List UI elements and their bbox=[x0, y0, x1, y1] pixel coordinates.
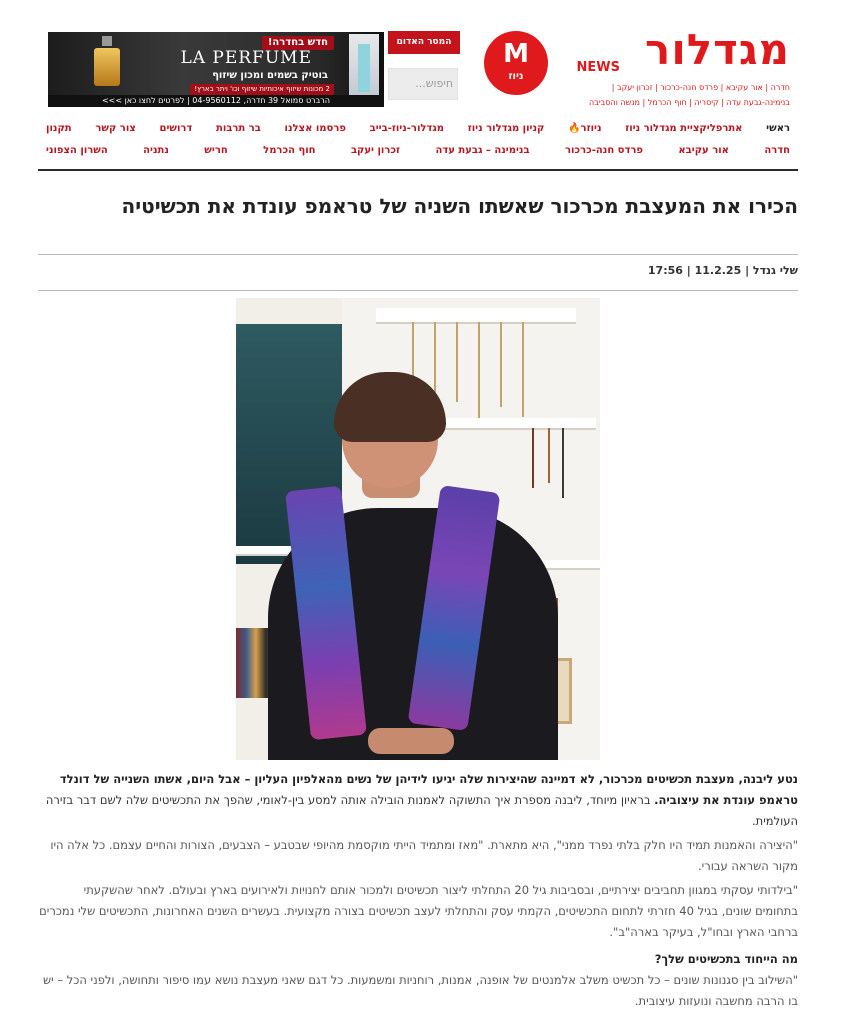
main-nav bbox=[38, 122, 798, 136]
cities-nav-item[interactable]: נתניה bbox=[143, 145, 169, 156]
cities-nav-item[interactable]: אור עקיבא bbox=[678, 145, 729, 156]
nav-label: ניוזר bbox=[580, 123, 602, 134]
main-nav-item[interactable]: מגדלור-ניוז-בייב bbox=[369, 123, 445, 134]
tanning-booth-icon bbox=[349, 34, 379, 104]
news-badge-icon[interactable] bbox=[484, 31, 548, 95]
cities-nav-item[interactable]: פרדס חנה-כרכור bbox=[564, 145, 643, 156]
cities-nav-item[interactable]: השרון הצפוני bbox=[46, 145, 108, 156]
cities-nav-item[interactable]: חדרה bbox=[764, 145, 790, 156]
article-lede bbox=[38, 769, 798, 832]
cities-nav-item[interactable]: בנימינה – גבעת עדה bbox=[435, 145, 530, 156]
article-headline: הכירו את המעצבת מכרכור שאשתו השניה של טראמפ עונדת את תכשיטיה bbox=[121, 194, 798, 218]
cities-nav-item[interactable]: חריש bbox=[204, 145, 228, 156]
red-message-button[interactable]: המסר האדום bbox=[388, 31, 460, 54]
search-input[interactable] bbox=[389, 69, 457, 97]
logo-news-label: NEWS bbox=[576, 60, 620, 75]
site-logo[interactable] bbox=[575, 24, 790, 108]
main-nav-item[interactable]: תקנון bbox=[46, 123, 72, 134]
byline-divider bbox=[38, 290, 798, 291]
main-nav-item[interactable]: ראשי bbox=[766, 123, 790, 134]
ad-banner[interactable] bbox=[48, 32, 384, 107]
main-nav-item[interactable]: דרושים bbox=[159, 123, 193, 134]
headline-divider bbox=[38, 254, 798, 255]
main-nav-item[interactable]: קניון מגדלור ניוז bbox=[467, 123, 545, 134]
perfume-bottle-icon bbox=[92, 36, 122, 88]
lede-bold: נטע ליבנה, מעצבת תכשיטים מכרכור, לא דמיינה שהיצירות שלה יגיעו לידיהן של נשים מהאלפיון העליון – אבל היום, אשתו השנייה של דונלד טראמפ עונדת את עיצוביה. bbox=[59, 772, 798, 807]
cities-nav-item[interactable]: חוף הכרמל bbox=[263, 145, 316, 156]
article-subheading: מה הייחוד בתכשיטים שלך? bbox=[654, 952, 798, 966]
ad-new-label: חדש בחדרה! bbox=[262, 36, 334, 50]
ad-tagline: 2 מכונות שיזוף איכותיות שיזוף וכו' ויתר בארץ! bbox=[190, 84, 334, 95]
logo-text: מגדלור bbox=[645, 25, 790, 74]
ad-subtitle: בוטיק בשמים ומכון שיזוף bbox=[212, 70, 328, 81]
article-byline: שלי גנדל | 11.2.25 | 17:56 bbox=[647, 264, 798, 277]
lede-rest: בראיון מיוחד, ליבנה מספרת איך התשוקה לאמנות הובילה אותה למסע בין-לאומי, שהפך את התכשיטים שלה לשם דבר בזירה העולמית. bbox=[45, 793, 798, 828]
ad-address: הרברט סמואל 39 חדרה, 04-9560112 | לפרטים לחצו כאן >>> bbox=[48, 95, 384, 107]
flame-icon: 🔥 bbox=[568, 123, 581, 134]
main-nav-item[interactable]: צור קשר bbox=[95, 123, 136, 134]
main-nav-item[interactable]: בר תרבות bbox=[216, 123, 261, 134]
main-nav-item[interactable]: פרסמו אצלנו bbox=[284, 123, 346, 134]
cities-nav-item[interactable]: זכרון יעקב bbox=[350, 145, 401, 156]
article-photo bbox=[236, 298, 600, 760]
badge-letter: M bbox=[503, 39, 529, 69]
article-paragraph-3: "השילוב בין סגנונות שונים – כל תכשיט משלב אלמנטים של אופנה, אמנות, רוחניות ומשמעות. כל דגם שאני מעצבת נושא עמו סיפור ותחושה, ולפני הכל – יש בו הרבה מחשבה ונועזות עיצובית. bbox=[42, 973, 798, 1008]
article-paragraph-1: "היצירה והאמנות תמיד היו חלק בלתי נפרד ממני", היא מתארת. "מאז ומתמיד הייתי מוקסמת מהיופי שבטבע – הצבעים, הצורות והחיים עצמם. כל אלה היו מקור השראה עבורי. bbox=[50, 838, 798, 873]
main-nav-item[interactable]: אתרפליקציית מגדלור ניוז bbox=[625, 123, 743, 134]
cities-nav bbox=[38, 144, 798, 158]
ad-brand: LA PERFUME bbox=[180, 48, 312, 68]
nav-divider bbox=[38, 169, 798, 171]
logo-cities-line: חדרה | אור עקיבא | פרדס חנה-כרכור | זכרון יעקב | בנימינה-גבעת עדה | קיסריה | חוף הכרמל | מנשה והסביבה bbox=[589, 83, 790, 107]
badge-text: ניוז bbox=[508, 71, 524, 82]
search-box bbox=[388, 68, 458, 100]
main-nav-item[interactable] bbox=[560, 122, 609, 136]
article-paragraph-2: "בילדותי עסקתי במגוון תחביבים יצירתיים, ובסביבות גיל 20 התחלתי ליצור תכשיטים ולמכור אותם לחנויות ולאירועים בארץ ובעולם. לאחר שהשקעתי בתחומים שונים, בגיל 40 חזרתי לתחום התכשיטים, הקמתי עסק והתחלתי לעצב תכשיטים בצורה מקצועית. בעשרים השנים האחרונות, התכשיטים שלי נמכרים ברחבי הארץ ובחו"ל, בעיקר בארה"ב". bbox=[39, 883, 798, 939]
